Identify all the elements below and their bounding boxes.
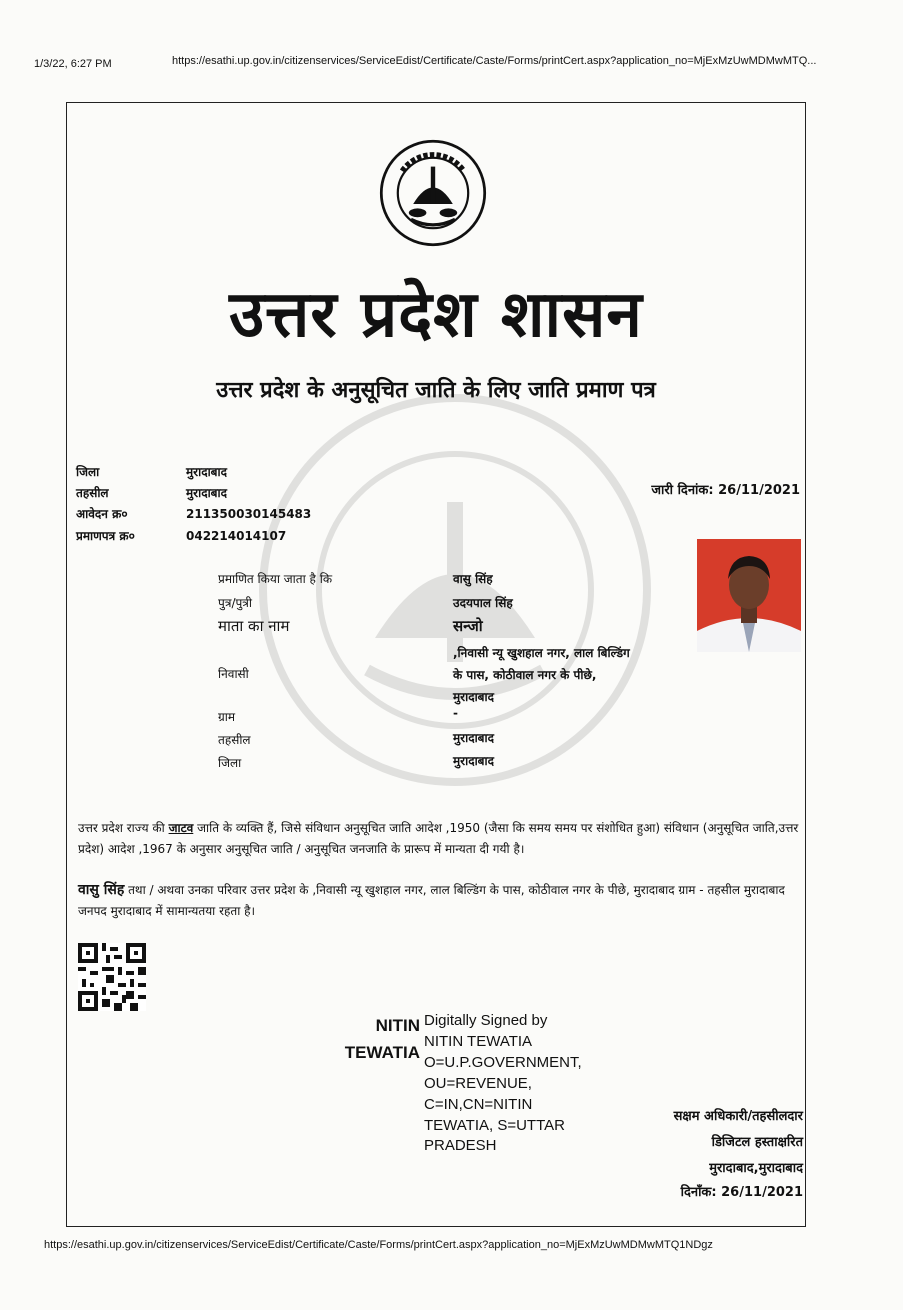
meta-application-no: आवेदन क्र० 211350030145483 <box>76 507 312 521</box>
district-value: मुरादाबाद <box>453 754 495 768</box>
qr-code-icon <box>78 942 146 1012</box>
authority-date: दिनाँक: 26/11/2021 <box>680 1185 803 1200</box>
mother-label: माता का नाम <box>218 617 290 635</box>
up-government-emblem-icon <box>378 138 488 248</box>
mother-name: सन्जो <box>453 617 483 635</box>
tehsil-value: मुरादाबाद <box>453 731 495 745</box>
authority-designation: सक्षम अधिकारी/तहसीलदार <box>673 1109 803 1124</box>
caste-name: जाटव <box>168 821 194 835</box>
child-of-label: पुत्र/पुत्री <box>218 596 253 610</box>
digital-signature-block: Digitally Signed by NITIN TEWATIA O=U.P.GOVERNMENT, OU=REVENUE, C=IN,CN=NITIN TEWATIA, S=UTTAR <box>424 1012 582 1134</box>
certified-name: वासु सिंह <box>453 572 493 586</box>
meta-tehsil: तहसील मुरादाबाद <box>76 486 228 500</box>
authority-digital-signed: डिजिटल हस्ताक्षरित <box>711 1135 803 1150</box>
father-name: उदयपाल सिंह <box>453 596 513 610</box>
certificate-subtitle: उत्तर प्रदेश के अनुसूचित जाति के लिए जाति प्रमाण पत्र <box>216 377 656 403</box>
issue-date: जारी दिनांक: 26/11/2021 <box>651 483 800 498</box>
applicant-photo <box>697 539 801 652</box>
resident-label: निवासी <box>218 667 249 681</box>
authority-place: मुरादाबाद,मुरादाबाद <box>709 1161 803 1176</box>
header-url: https://esathi.up.gov.in/citizenservices/ServiceEdist/Certificate/Caste/Forms/printCert.aspx?application_no=MjExMzUwMDMwMTQ... <box>172 55 817 67</box>
tehsil-label: तहसील <box>218 733 251 747</box>
certificate-paragraph-1: उत्तर प्रदेश राज्य की जाटव जाति के व्यक्ति हैं, जिसे संविधान अनुसूचित जाति आदेश ,1950 (जैसा कि समय समय पर संशोधित हुआ) संविधान (अनुसूचित जाति,उत्तर प्रदेश) आदेश ,1967 के अनुसार अनुसूचित जाति / अनुसूचित जनजाति के प्रारूप में मान्यता दी गयी है। <box>78 821 799 856</box>
certificate-title: उत्तर प्रदेश शासन <box>229 277 643 352</box>
resident-address: ,निवासी न्यू खुशहाल नगर, लाल बिल्डिंग के पास, कोठीवाल नगर के पीछे, मुरादाबाद <box>453 646 630 704</box>
signature-state: PRADESH <box>424 1137 497 1154</box>
footer-url: https://esathi.up.gov.in/citizenservices/ServiceEdist/Certificate/Caste/Forms/printCert.aspx?application_no=MjExMzUwMDMwMTQ1NDgz <box>44 1239 713 1251</box>
certified-label: प्रमाणित किया जाता है कि <box>218 572 333 586</box>
meta-certificate-no: प्रमाणपत्र क्र० 042214014107 <box>76 529 287 543</box>
village-label: ग्राम <box>218 710 236 724</box>
certificate-paragraph-2: वासु सिंह तथा / अथवा उनका परिवार उत्तर प्रदेश के ,निवासी न्यू खुशहाल नगर, लाल बिल्डिंग के पास, कोठीवाल नगर के पीछे, मुरादाबाद ग्राम - तहसील मुरादाबाद जनपद मुरादाबाद में सामान्यतया रहता है। <box>78 882 785 918</box>
village-value: - <box>453 706 458 720</box>
district-label: जिला <box>218 756 242 770</box>
print-date: 1/3/22, 6:27 PM <box>34 58 112 70</box>
signer-name: NITIN TEWATIA <box>344 1016 420 1062</box>
meta-district: जिला मुरादाबाद <box>76 465 228 479</box>
